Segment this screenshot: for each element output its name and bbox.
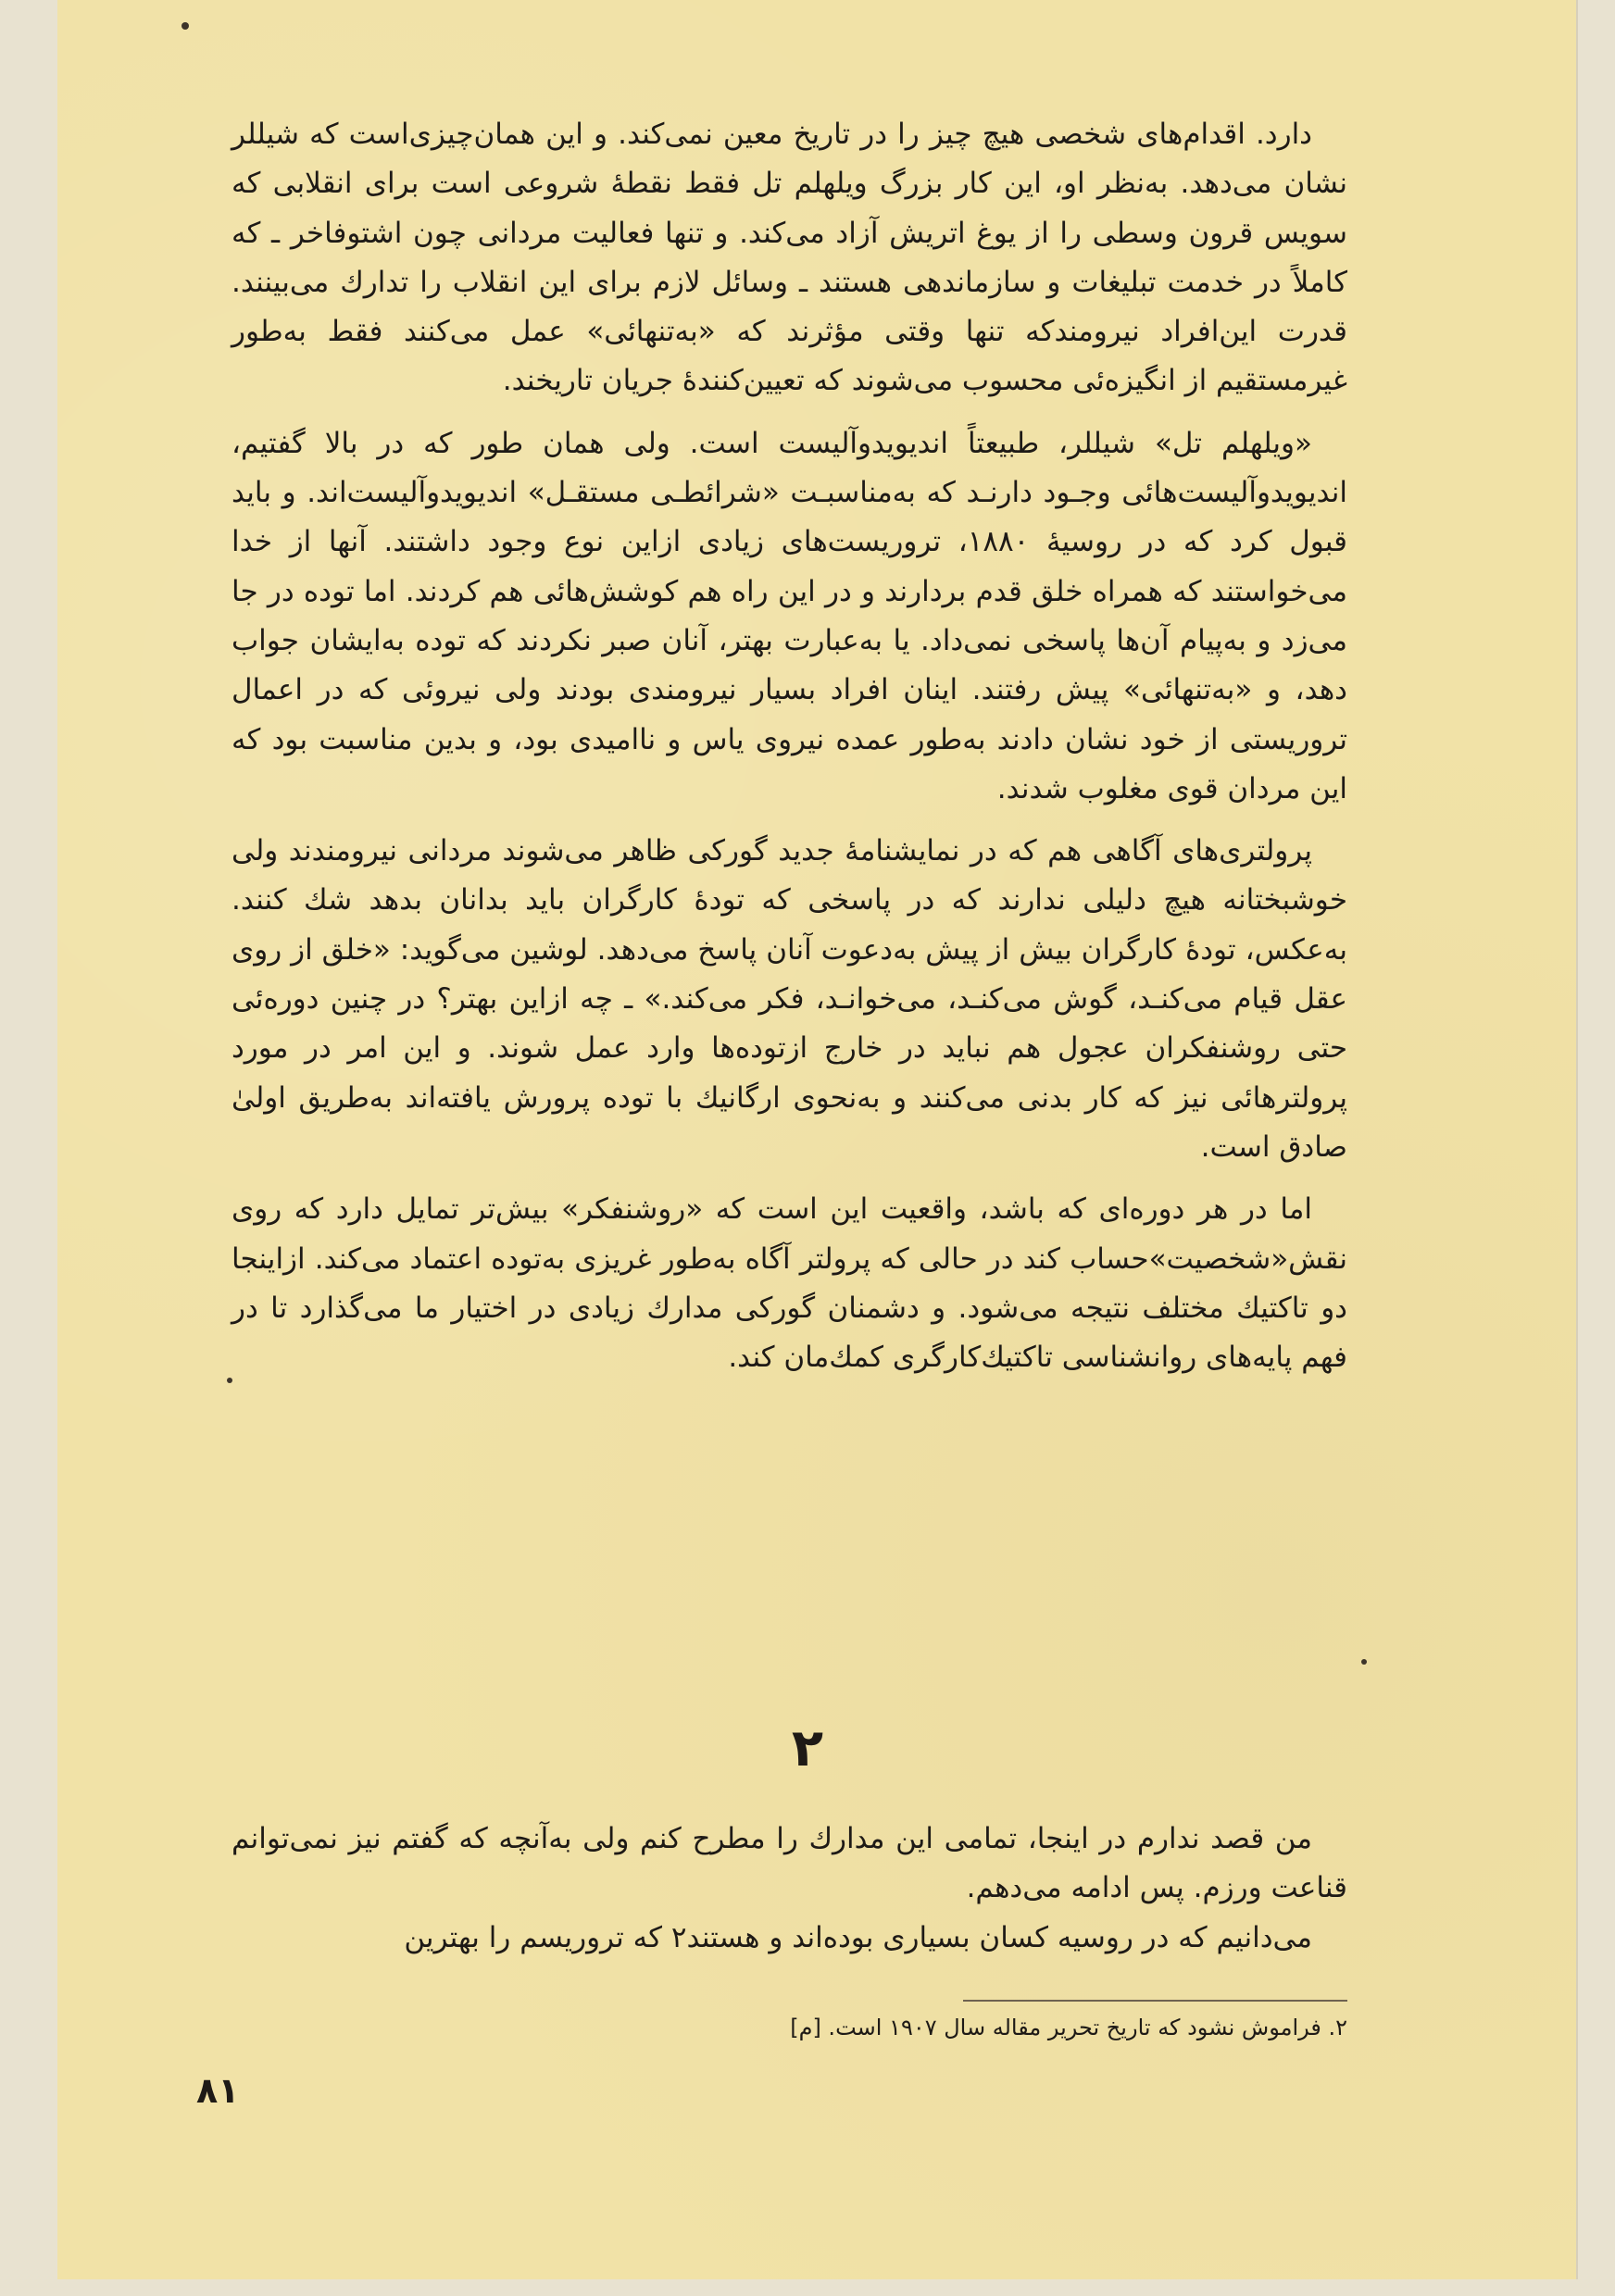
paragraph: «ویلهلم تل» شیللر، طبیعتاً اندیویدوآلیست است. ولی همان طور که در بالا گفتیم، اندیویدوآلیست‌هائی وجـود دارنـد که به‌مناسبـت «شرائطـی مستقـل» اندیویدوآلیست‌اند. و باید قبول کرد که در روسیهٔ ۱۸۸۰، تروریست‌های زیادی ازاین نوع وجود داشتند. آنها از خدا می‌خواستند که همراه خلق قدم بردارند و در این راه هم کوشش‌هائی هم کردند. اما توده در جا می‌زد و به‌پیام آن‌ها پاسخی نمی‌داد. یا به‌عبارت بهتر، آنان صبر نکردند که توده به‌ایشان جواب دهد، و «به‌تنهائی» پیش رفتند. اینان افراد بسیار نیرومندی بودند ولی نیروئی که در اعمال تروریستی از خود نشان دادند به‌طور عمده نیروی یاس و ناامیدی بود، و بدین مناسبت بود که این مردان قوی مغلوب شدند.: [232, 426, 1347, 805]
paragraph: پرولتری‌های آگاهی هم که در نمایشنامهٔ جدید گورکی ظاهر می‌شوند مردانی نیرومندند ولی خوشبختانه هیچ دلیلی ندارند که در پاسخی که تودهٔ کارگران باید بدانان بدهد شك کنند. به‌عکس، تودهٔ کارگران بیش از پیش به‌دعوت آنان پاسخ می‌دهد. لوشین می‌گوید: «خلق از روی عقل قیام می‌کنـد، گوش می‌کنـد، می‌خوانـد، فکر می‌کند.» ـ چه ازاین بهتر؟ در چنین دوره‌ئی حتی روشنفکران عجول هم نباید در خارج ازتوده‌ها وارد عمل شوند. و این امر در مورد پرولترهائی نیز که کار بدنی می‌کنند و به‌نحوی ارگانیك با توده پرورش یافته‌اند به‌طریق اولیٰ صادق است.: [232, 834, 1347, 1164]
paragraph: من قصد ندارم در اینجا، تمامی این مدارك را مطرح کنم ولی به‌آنچه که گفتم نیز نمی‌توانم قناعت ورزم. پس ادامه می‌دهم.: [232, 1822, 1347, 1905]
footnote-divider: [963, 2000, 1347, 2002]
paragraph: اما در هر دوره‌ای که باشد، واقعیت این است که «روشنفکر» بیش‌تر تمایل دارد که روی نقش«شخصیت»حساب کند در حالی که پرولتر آگاه به‌طور غریزی به‌توده اعتماد می‌کند. ازاینجا دو تاکتیك مختلف نتیجه می‌شود. و دشمنان گورکی مدارك زیادی در اختیار ما می‌گذارد تا در فهم پایه‌های روانشناسی تاکتیك‌کارگری کمك‌مان کند.: [232, 1192, 1347, 1375]
paper-speck: [182, 22, 189, 30]
footnote: ۲. فراموش نشود که تاریخ تحریر مقاله سال ۱۹۰۷ است. [م]: [790, 2015, 1347, 2040]
main-text-bottom: [232, 1815, 1347, 1963]
paragraph: دارد. اقدام‌های شخصی هیچ چیز را در تاریخ معین نمی‌کند. و این همان‌چیزی‌است که شیللر نشان می‌دهد. به‌نظر او، این کار بزرگ ویلهلم تل فقط نقطهٔ شروعی است برای انقلابی که سویس قرون وسطی را از یوغ اتریش آزاد می‌کند. و تنها فعالیت مردانی چون اشتوفاخر ـ که کاملاً در خدمت تبلیغات و سازماندهی هستند ـ وسائل لازم برای این انقلاب را تدارك می‌بینند. قدرت این‌افراد نیرومندکه تنها وقتی مؤثرند که «به‌تنهائی» عمل می‌کنند فقط به‌طور غیرمستقیم از انگیزه‌ئی محسوب می‌شوند که تعیین‌کنندهٔ جریان تاریخند.: [232, 118, 1347, 398]
page-number: ۸۱: [196, 2070, 240, 2111]
main-text-top: [232, 110, 1347, 1382]
section-number: ۲: [791, 1718, 824, 1778]
paper-speck: [1361, 1659, 1367, 1665]
paragraph: می‌دانیم که در روسیه کسان بسیاری بوده‌اند و هستند۲ که تروریسم را بهترین: [404, 1920, 1312, 1954]
